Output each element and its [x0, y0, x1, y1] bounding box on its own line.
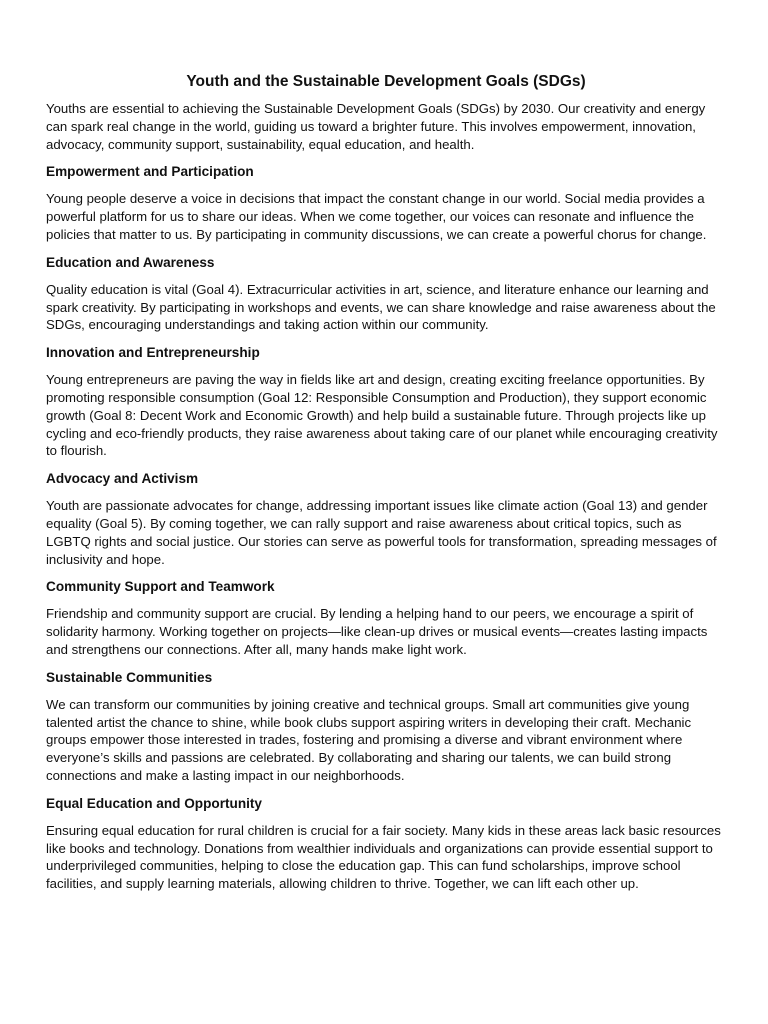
- section-advocacy: [46, 470, 726, 568]
- section-heading: Community Support and Teamwork: [46, 579, 275, 595]
- section-heading: Empowerment and Participation: [46, 164, 254, 180]
- section-body: Quality education is vital (Goal 4). Extracurricular activities in art, science, and literature enhance our learning and spark creativity. By participating in workshops and events, we can share knowledge and raise awareness about the SDGs, encouraging understandings and taking action within our community.: [46, 281, 716, 333]
- section-heading: Sustainable Communities: [46, 669, 213, 685]
- document-title: Youth and the Sustainable Development Goals (SDGs): [186, 73, 586, 90]
- section-equal-education: [46, 795, 726, 893]
- section-heading: Equal Education and Opportunity: [46, 795, 262, 811]
- section-heading: Innovation and Entrepreneurship: [46, 345, 260, 361]
- document-page: [46, 72, 726, 893]
- section-body: Ensuring equal education for rural children is crucial for a fair society. Many kids in these areas lack basic resources like books and technology. Donations from wealthier individuals and organizations can provide essential support to underprivileged communities, helping to close the education gap. This can fund scholarships, improve school facilities, and supply learning materials, allowing children to thrive. Together, we can lift each other up.: [46, 822, 721, 892]
- section-sustainable-communities: [46, 669, 726, 785]
- intro-paragraph: Youths are essential to achieving the Sustainable Development Goals (SDGs) by 2030. Our creativity and energy can spark real change in the world, guiding us toward a brighter future. This involves empowerment, innovation, advocacy, community support, sustainability, equal education, and health.: [46, 101, 706, 152]
- section-body: We can transform our communities by joining creative and technical groups. Small art communities give young talented artist the chance to shine, while book clubs support aspiring writers in developing their craft. Mechanic groups empower those interested in trades, fostering and promising a diverse and vibrant environment where everyone’s skills and passions are celebrated. By collaborating and sharing our talents, we can build strong connections and make a lasting impact in our neighborhoods.: [46, 696, 692, 783]
- section-body: Friendship and community support are crucial. By lending a helping hand to our peers, we encourage a spirit of solidarity harmony. Working together on projects—like clean-up drives or musical events—creates lasting impacts and strengthens our connections. After all, many hands make light work.: [46, 606, 708, 657]
- section-body: Young entrepreneurs are paving the way in fields like art and design, creating exciting freelance opportunities. By promoting responsible consumption (Goal 12: Responsible Consumption and Production), they support economic growth (Goal 8: Decent Work and Economic Growth) and help build a sustainable future. Through projects like up cycling and eco-friendly products, they raise awareness about taking care of our planet while encouraging creativity to flourish.: [46, 372, 718, 459]
- section-body: Young people deserve a voice in decisions that impact the constant change in our world. Social media provides a powerful platform for us to share our ideas. When we come together, our voices can resonate and influence the policies that matter to us. By participating in community discussions, we can create a powerful chorus for change.: [46, 191, 707, 242]
- section-body: Youth are passionate advocates for change, addressing important issues like climate action (Goal 13) and gender equality (Goal 5). By coming together, we can rally support and raise awareness about critical topics, such as LGBTQ rights and social justice. Our stories can serve as powerful tools for transformation, spreading messages of inclusivity and hope.: [46, 498, 717, 567]
- section-community-support: [46, 578, 726, 658]
- section-empowerment: [46, 163, 726, 243]
- section-education: [46, 254, 726, 334]
- section-heading: Education and Awareness: [46, 254, 215, 270]
- section-heading: Advocacy and Activism: [46, 471, 199, 487]
- section-innovation: [46, 344, 726, 460]
